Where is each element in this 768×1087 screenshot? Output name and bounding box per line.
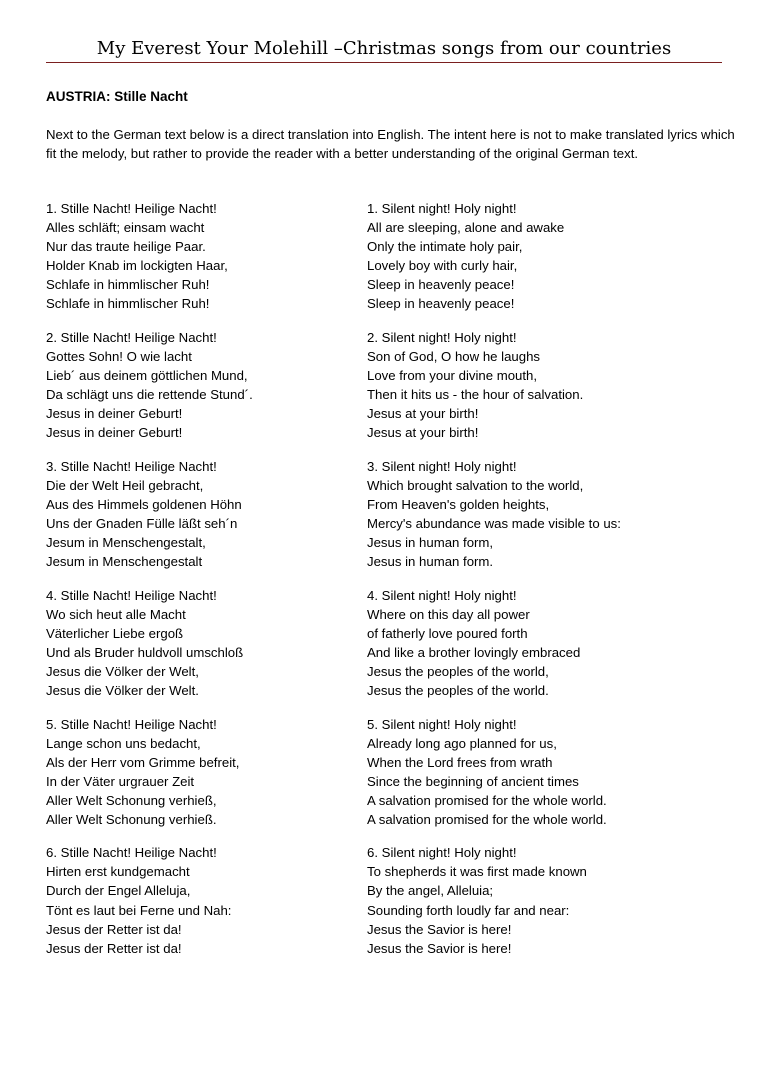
lyric-line: Und als Bruder huldvoll umschloß [46, 644, 244, 660]
lyric-line: Jesus in deiner Geburt! [46, 406, 183, 422]
lyric-line: Die der Welt Heil gebracht, [46, 477, 204, 493]
lyric-line: And like a brother lovingly embraced [367, 644, 581, 660]
lyric-line: Väterlicher Liebe ergoß [46, 625, 184, 641]
lyric-line: Aus des Himmels goldenen Höhn [46, 496, 242, 512]
lyric-line: Jesus the Savior is here! [367, 940, 512, 956]
verse-6 [46, 843, 736, 957]
verses-container [46, 199, 736, 972]
section-title: AUSTRIA: Stille Nacht [46, 89, 188, 104]
lyric-line: From Heaven's golden heights, [367, 496, 550, 512]
english-column [367, 328, 736, 442]
lyric-line: 5. Silent night! Holy night! [367, 716, 517, 732]
lyric-line: Lieb´ aus deinem göttlichen Mund, [46, 367, 248, 383]
lyric-line: Jesus the Savior is here! [367, 921, 512, 937]
lyric-line: 4. Stille Nacht! Heilige Nacht! [46, 587, 217, 603]
lyric-line: 6. Silent night! Holy night! [367, 845, 517, 861]
verse-1 [46, 199, 736, 313]
lyric-line: 5. Stille Nacht! Heilige Nacht! [46, 716, 217, 732]
lyric-line: Schlafe in himmlischer Ruh! [46, 277, 210, 293]
lyric-line: Schlafe in himmlischer Ruh! [46, 296, 210, 312]
lyric-line: Uns der Gnaden Fülle läßt seh´n [46, 515, 238, 531]
lyric-line: Jesus die Völker der Welt, [46, 663, 199, 679]
english-column [367, 843, 736, 957]
verse-5 [46, 715, 736, 829]
lyric-line: Jesus at your birth! [367, 406, 479, 422]
lyric-line: 1. Stille Nacht! Heilige Nacht! [46, 201, 217, 216]
page-header-title: My Everest Your Molehill –Christmas songs from our countries [46, 38, 722, 63]
lyric-line: To shepherds it was first made known [367, 864, 587, 880]
lyric-line: Sleep in heavenly peace! [367, 277, 515, 293]
lyric-line: Jesus der Retter ist da! [46, 921, 182, 937]
lyric-line: Only the intimate holy pair, [367, 239, 523, 255]
lyric-line: 2. Stille Nacht! Heilige Nacht! [46, 329, 217, 345]
lyric-line: Sounding forth loudly far and near: [367, 902, 570, 918]
lyric-line: Son of God, O how he laughs [367, 348, 541, 364]
lyric-line: Holder Knab im lockigten Haar, [46, 258, 228, 274]
english-column [367, 586, 736, 700]
verse-4 [46, 586, 736, 700]
lyric-line: Love from your divine mouth, [367, 367, 538, 383]
lyric-line: Lovely boy with curly hair, [367, 258, 518, 274]
lyric-line: Since the beginning of ancient times [367, 773, 579, 789]
german-column [46, 328, 367, 442]
german-column [46, 715, 367, 829]
lyric-line: A salvation promised for the whole world. [367, 792, 607, 808]
lyric-line: Jesus the peoples of the world, [367, 663, 549, 679]
lyric-line: Already long ago planned for us, [367, 735, 557, 751]
lyric-line: Lange schon uns bedacht, [46, 735, 201, 751]
english-column [367, 457, 736, 571]
lyric-line: Da schlägt uns die rettende Stund´. [46, 387, 253, 403]
verse-3 [46, 457, 736, 571]
lyric-line: Jesus in human form. [367, 553, 494, 569]
lyric-line: All are sleeping, alone and awake [367, 220, 565, 236]
lyric-line: 6. Stille Nacht! Heilige Nacht! [46, 845, 217, 861]
lyric-line: Nur das traute heilige Paar. [46, 239, 206, 255]
lyric-line: of fatherly love poured forth [367, 625, 528, 641]
lyric-line: Where on this day all power [367, 606, 530, 622]
lyric-line: Gottes Sohn! O wie lacht [46, 348, 192, 364]
lyric-line: Sleep in heavenly peace! [367, 296, 515, 312]
lyric-line: By the angel, Alleluia; [367, 883, 494, 899]
lyric-line: Mercy's abundance was made visible to us: [367, 515, 621, 531]
lyric-line: Jesus the peoples of the world. [367, 682, 549, 698]
lyric-line: Durch der Engel Alleluja, [46, 883, 191, 899]
lyric-line: Alles schläft; einsam wacht [46, 220, 205, 236]
german-column [46, 199, 367, 313]
lyric-line: Jesum in Menschengestalt, [46, 534, 206, 550]
german-column [46, 457, 367, 571]
lyric-line: When the Lord frees from wrath [367, 754, 553, 770]
lyric-line: Tönt es laut bei Ferne und Nah: [46, 902, 232, 918]
intro-paragraph: Next to the German text below is a direct translation into English. The intent here is not to make translated lyrics which fit the melody, but rather to provide the reader with a better understanding of the original German text. [46, 127, 735, 162]
lyric-line: Jesum in Menschengestalt [46, 553, 203, 569]
lyric-line: Jesus in human form, [367, 534, 494, 550]
lyric-line: 2. Silent night! Holy night! [367, 329, 517, 345]
english-column [367, 715, 736, 829]
lyric-line: Jesus at your birth! [367, 425, 479, 441]
lyric-line: 3. Silent night! Holy night! [367, 458, 517, 474]
lyric-line: Aller Welt Schonung verhieß. [46, 811, 217, 827]
lyric-line: Jesus der Retter ist da! [46, 940, 182, 956]
lyric-line: Then it hits us - the hour of salvation. [367, 387, 584, 403]
lyric-line: Jesus die Völker der Welt. [46, 682, 199, 698]
lyric-line: Which brought salvation to the world, [367, 477, 584, 493]
lyric-line: Wo sich heut alle Macht [46, 606, 186, 622]
lyric-line: Hirten erst kundgemacht [46, 864, 190, 880]
german-column [46, 843, 367, 957]
lyric-line: Jesus in deiner Geburt! [46, 425, 183, 441]
lyric-line: In der Väter urgrauer Zeit [46, 773, 195, 789]
lyric-line: Aller Welt Schonung verhieß, [46, 792, 217, 808]
lyric-line: Als der Herr vom Grimme befreit, [46, 754, 240, 770]
verse-2 [46, 328, 736, 442]
lyric-line: 4. Silent night! Holy night! [367, 587, 517, 603]
lyric-line: 3. Stille Nacht! Heilige Nacht! [46, 458, 217, 474]
english-column [367, 199, 736, 313]
lyric-line: 1. Silent night! Holy night! [367, 201, 517, 216]
lyric-line: A salvation promised for the whole world. [367, 811, 607, 827]
german-column [46, 586, 367, 700]
